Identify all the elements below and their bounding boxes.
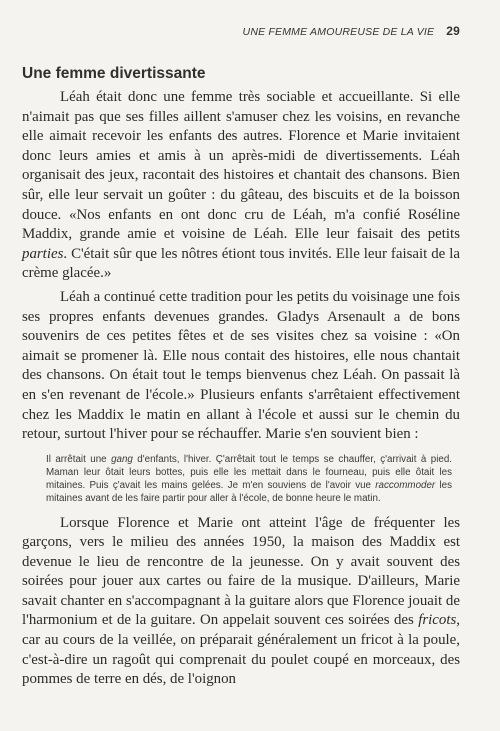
page-body [22, 64, 460, 690]
paragraph-3-text-a: Lorsque Florence et Marie ont atteint l'âge de fréquenter les garçons, vers le milieu des années 1950, la maison des Maddix est devenue le lieu de rencontre de la jeunesse. On y avait souvent des soirées pour jouer aux cartes ou faire de la musique. D'ailleurs, Marie savait chanter en s'accompagnant à la guitare alors que Florence jouait de l'harmonium et de la guitare. On appelait souvent ces soirées des [22, 514, 460, 629]
paragraph-2: Léah a continué cette tradition pour les petits du voisinage une fois ses propres enfants devenues grandes. Gladys Arsenault a de bons souvenirs de ces petites fêtes et de ses visites chez sa voisine : «On aimait se promener là. Elle nous contait des histoires, elle nous chantait des chansons. On était tout le temps bienvenus chez Léah. On passait là en s'en revenant de l'école.» Plusieurs enfants s'arrêtaient effectivement chez les Maddix le matin en allant à l'école et aussi sur le chemin du retour, surtout l'hiver pour se réchauffer. Marie s'en souvient bien : [22, 288, 460, 443]
paragraph-1-text-b: . C'était sûr que les nôtres étiont tous invités. Elle leur faisait de la crème glacée.» [22, 245, 460, 282]
quote-text-b: d'enfants, l'hiver. Ç'arrêtait tout le temps se chauffer, ç'arrivait à pied. Maman leur ôtait leurs bottes, puis elle les mettait dans le fourneau, puis elle ôtait les mitaines. Puis ç'avait les mains gelées. Je m'en souviens de l'avoir vue [46, 453, 452, 492]
block-quote [46, 453, 452, 506]
page-number: 29 [446, 24, 460, 38]
paragraph-3-text-b: , car au cours de la veillée, on préparait généralement un fricot à la poule, c'est-à-dire un ragoût qui comprenait du poulet coupé en morceaux, des pommes de terre en dés, de l'oignon [22, 612, 460, 688]
paragraph-1-text-a: Léah était donc une femme très sociable et accueillante. Si elle n'aimait pas que ses filles aillent s'amuser chez les voisins, en revanche elle aimait recevoir les enfants des autres. Florence et Marie invitaient donc leurs amies et amis à un après-midi de divertissements. Léah organisait des jeux, racontait des histoires et chantait des chansons. Bien sûr, elle leur servait un goûter : du gâteau, des biscuits et de la boisson douce. «Nos enfants en ont donc cru de Léah, m'a confié Roséline Maddix, grande amie et voisine de Léah. Elle leur faisait des petits [22, 89, 460, 243]
paragraph-3-italic-term: fricots [418, 612, 457, 629]
running-title: UNE FEMME AMOUREUSE DE LA VIE [242, 26, 435, 38]
quote-text-a: Il arrêtait une [46, 453, 112, 465]
section-title: Une femme divertissante [22, 65, 206, 82]
paragraph-1 [22, 88, 460, 284]
paragraph-3 [22, 514, 460, 690]
paragraph-1-italic-term: parties [22, 245, 64, 262]
quote-italic-gang: gang [111, 453, 133, 465]
quote-text-c: les mitaines avant de les faire partir pour aller à l'école, de bonne heure le matin. [46, 480, 452, 505]
quote-italic-raccommoder: raccommoder [375, 480, 436, 492]
running-header [24, 24, 460, 38]
